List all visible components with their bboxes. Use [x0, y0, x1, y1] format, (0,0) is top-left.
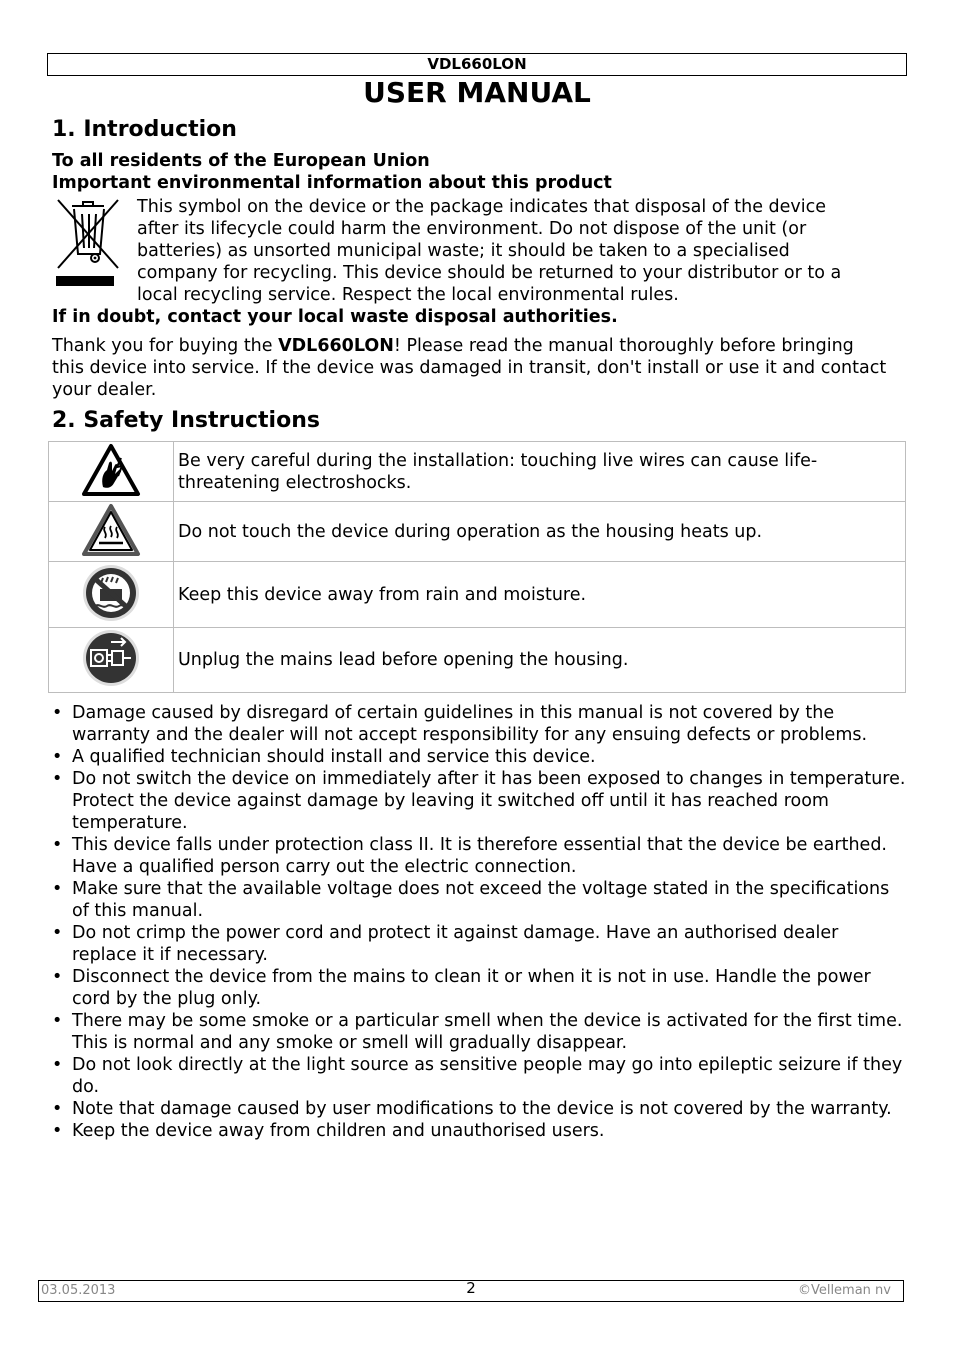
list-item: • A qualified technician should install and service this device. — [52, 746, 908, 768]
page-footer — [38, 1280, 904, 1302]
safety-text: Keep this device away from rain and moisture. — [174, 562, 906, 628]
thank-you-line-2: this device into service. If the device was damaged in transit, don't install or use it and contact — [52, 358, 887, 378]
section-heading-introduction: 1. Introduction — [52, 117, 237, 142]
weee-text-line-4: company for recycling. This device should be returned to your distributor or to a — [137, 263, 842, 283]
disposal-authorities-line: If in doubt, contact your local waste disposal authorities. — [52, 307, 618, 327]
list-item: • Do not switch the device on immediately after it has been exposed to changes in temperature. Protect the device against damage by leaving it switched off until it has reached room temperature. — [52, 768, 908, 834]
list-item: • Make sure that the available voltage does not exceed the voltage stated in the specifications of this manual. — [52, 878, 908, 922]
safety-row — [49, 442, 906, 502]
page-number: 2 — [466, 1279, 476, 1297]
safety-bullet-list — [52, 702, 908, 1142]
electric-shock-warning-icon — [81, 443, 141, 497]
footer-date: 03.05.2013 — [41, 1283, 116, 1298]
list-item: • Do not look directly at the light source as sensitive people may go into epileptic seizure if they do. — [52, 1054, 908, 1098]
list-item: • There may be some smoke or a particular smell when the device is activated for the first time. This is normal and any smoke or smell will gradually disappear. — [52, 1010, 908, 1054]
thanks-prefix: Thank you for buying the — [52, 336, 279, 356]
eu-residents-line: To all residents of the European Union — [52, 151, 430, 171]
thanks-line-rest: ! Please read the manual thoroughly before bringing — [393, 336, 854, 356]
section-heading-safety: 2. Safety Instructions — [52, 408, 320, 433]
footer-copyright: ©Velleman nv — [797, 1283, 891, 1298]
document-title: USER MANUAL — [363, 76, 591, 109]
safety-icon-cell — [49, 442, 174, 502]
safety-icon-cell — [49, 502, 174, 562]
safety-icon-cell — [49, 628, 174, 693]
safety-text: Unplug the mains lead before opening the housing. — [174, 628, 906, 693]
weee-text-line-1: This symbol on the device or the package indicates that disposal of the device — [137, 197, 827, 217]
safety-row — [49, 628, 906, 693]
weee-text-line-5: local recycling service. Respect the local environmental rules. — [137, 285, 679, 305]
no-rain-moisture-icon — [81, 563, 141, 623]
thank-you-line-1 — [52, 335, 854, 357]
thanks-model-name: VDL660LON — [278, 336, 394, 356]
unplug-mains-icon — [81, 628, 141, 688]
safety-text: Be very careful during the installation: touching live wires can cause life-threatening electroshocks. — [174, 442, 906, 502]
weee-text-line-3: batteries) as unsorted municipal waste; it should be taken to a specialised — [137, 241, 790, 261]
safety-text: Do not touch the device during operation as the housing heats up. — [174, 502, 906, 562]
safety-icon-cell — [49, 562, 174, 628]
weee-crossed-bin-icon — [52, 196, 124, 292]
list-item: • Do not crimp the power cord and protect it against damage. Have an authorised dealer replace it if necessary. — [52, 922, 908, 966]
thank-you-line-3: your dealer. — [52, 380, 157, 400]
list-item: • This device falls under protection class II. It is therefore essential that the device be earthed. Have a qualified person carry out the electric connection. — [52, 834, 908, 878]
list-item: • Note that damage caused by user modifications to the device is not covered by the warranty. — [52, 1098, 908, 1120]
safety-row — [49, 562, 906, 628]
model-header: VDL660LON — [47, 53, 907, 76]
list-item: • Keep the device away from children and unauthorised users. — [52, 1120, 908, 1142]
weee-text-line-2: after its lifecycle could harm the environment. Do not dispose of the unit (or — [137, 219, 807, 239]
list-item: • Damage caused by disregard of certain guidelines in this manual is not covered by the warranty and the dealer will not accept responsibility for any ensuing defects or problems. — [52, 702, 908, 746]
hot-surface-warning-icon — [81, 503, 141, 557]
safety-symbols-table — [48, 441, 906, 693]
safety-row — [49, 502, 906, 562]
environment-info-line: Important environmental information about this product — [52, 173, 612, 193]
list-item: • Disconnect the device from the mains to clean it or when it is not in use. Handle the power cord by the plug only. — [52, 966, 908, 1010]
